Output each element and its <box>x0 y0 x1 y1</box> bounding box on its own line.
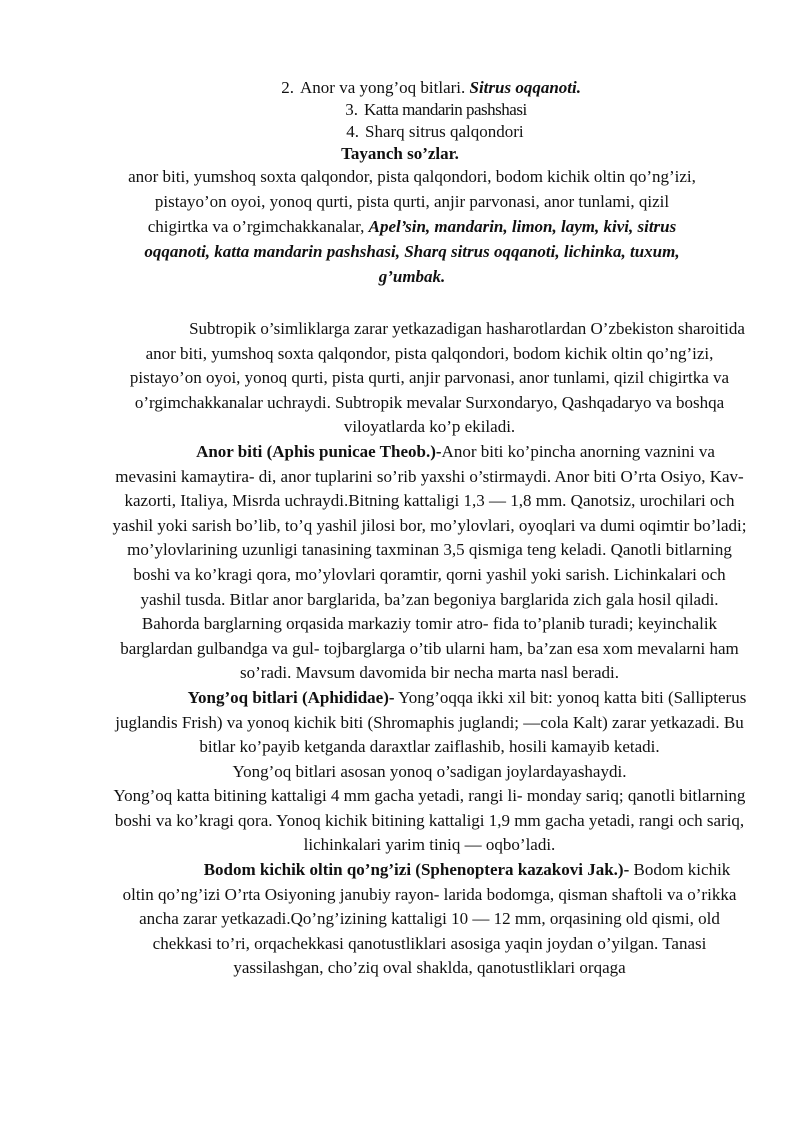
list-text <box>300 76 581 101</box>
intro-text: Subtropik o’simliklarga zarar yetkazadigan hasharotlardan O’zbekiston sharoitida anor biti, yumshoq soxta qalqondor, pista qalqondori, bodom kichik oltin qo’ng’izi, pistayo’on oyoi, yonoq qurti, pista qurti, anjir parvonasi, anor tunlami, qizil chigirtka va o’rgimchakkanalar uchraydi. Subtropik mevalar Surxondaryo, Qashqadaryo va boshqa viloyatlarda ko’p ekiladi. <box>129 319 745 437</box>
keywords-title: Tayanch so’zlar. <box>341 144 459 163</box>
yongoq-line-3: Yong’oq katta bitining kattaligi 4 mm gacha yetadi, rangi li- monday sariq; qanotli bitlarning boshi va ko’kragi qora. Yonoq kichik bitining kattaligi 1,9 mm gacha yetadi, rangi och sariq, lichinkalari yarim tiniq — oqbo’ladi. <box>113 786 746 855</box>
anor-text: Anor biti ko’pincha anorning vaznini va mevasini kamaytira- di, anor tuplarini so’rib yaxshi o’stirmaydi. Anor biti O’rta Osiyo, Kav- kazorti, Italiya, Misrda uchraydi.Bitning kattaligi 1,3 — 1,8 mm. Qanotsiz, urochilari och yashil yoki sarish bo’lib, to’q yashil jilosi bor, mo’ylovlari, oyoqlari va dumi oqimtir bo’ladi; mo’ylovlarining uzunligi tanasining taxminan 3,5 qismiga teng keladi. Qanotli bitlarning boshi va ko’kragi qora, mo’ylovlari qoramtir, qorni yashil yoki sarish. Lichinkalari och yashil tusda. Bitlar anor barglarida, ba’zan begoniya barglarida zich gala hosil qiladi. Bahorda barglarning orqasida markaziy tomir atro- fida to’planib turadi; keyinchalik barglardan gulbandga va gul- tojbarglarga o’tib ularni ham, ba’zan esa xom mevalarni ham so’radi. Mavsum davomida bir necha marta nasl beradi. <box>112 441 747 683</box>
keywords-emphasis: Apel’sin, mandarin, limon, laym, kivi, sitrus oqqanoti, katta mandarin pashshasi, Sharq sitrus oqqanoti, lichinka, tuxum, g’umbak. <box>144 217 680 286</box>
list-item <box>0 120 800 144</box>
bodom-paragraph <box>112 858 747 981</box>
list-number: 4. <box>346 122 359 141</box>
yongoq-paragraph <box>112 686 747 760</box>
list-item <box>0 98 800 122</box>
intro-paragraph <box>112 317 747 440</box>
list-number: 3. <box>345 100 358 119</box>
bodom-heading: Bodom kichik oltin qo’ng’izi (Sphenoptera kazakovi Jak.)- <box>203 860 630 880</box>
yongoq-heading: Yong’oq bitlari (Aphididae)- <box>187 687 395 707</box>
keywords-paragraph <box>128 164 696 289</box>
keywords-plain: anor biti, yumshoq soxta qalqondor, pista qalqondori, bodom kichik oltin qo’ng’izi, pistayo’on oyoi, yonoq qurti, pista qurti, anjir parvonasi, anor tunlami, qizil chigirtka va o’rgimchakkanalar, <box>128 167 696 236</box>
body-text <box>112 317 747 981</box>
list-text-emphasis: Sitrus oqqanoti. <box>469 78 581 97</box>
list-item <box>0 76 800 100</box>
list-text-plain: Anor va yong’oq bitlari. <box>300 78 470 97</box>
anor-paragraph <box>112 440 747 686</box>
yongoq-text: Yong’oqqa ikki xil bit: yonoq katta biti (Sallipterus juglandis Frish) va yonoq kichik biti (Shromaphis juglandi; —cola Kalt) zarar yetkazadi. Bu bitlar ko’payib ketganda daraxtlar zaiflashib, hosili kamayib ketadi. <box>115 687 747 757</box>
anor-heading: Anor biti (Aphis punicae Theob.)- <box>196 441 442 461</box>
list-text: Sharq sitrus qalqondori <box>365 122 524 141</box>
bodom-text: Bodom kichik oltin qo’ng’izi O’rta Osiyoning janubiy rayon- larida bodomga, qisman shaftoli va o’rikka ancha zarar yetkazadi.Qo’ng’izining kattaligi 10 — 12 mm, orqasining old qismi, old chekkasi to’ri, orqachekkasi qanotustliklari asosiga yaqin joydan o’yilgan. Tanasi yassilashgan, cho’ziq oval shaklda, qanotustliklari orqaga <box>122 860 737 978</box>
list-text: Katta mandarin pashshasi <box>364 100 527 119</box>
list-number: 2. <box>281 78 294 97</box>
yongoq-line-2: Yong’oq bitlari asosan yonoq o’sadigan joylardayashaydi. <box>232 761 627 781</box>
